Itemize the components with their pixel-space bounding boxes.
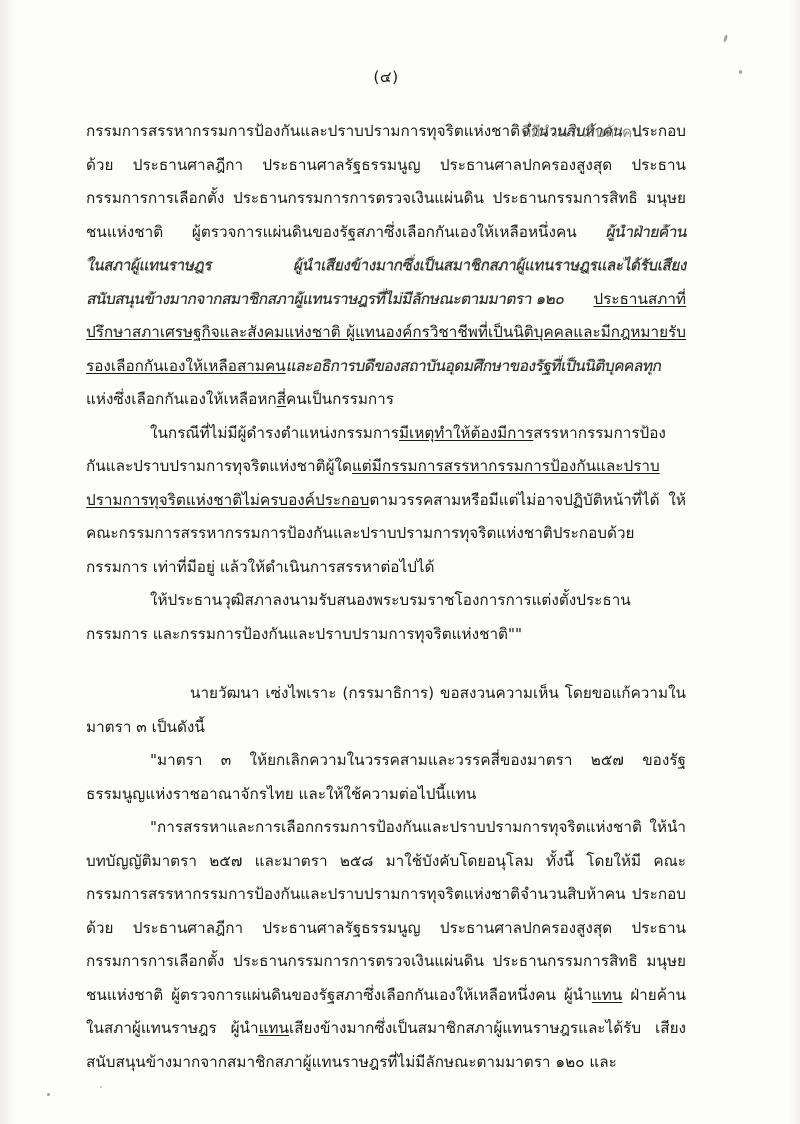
text-line: กันและปราบปรามการทุจริตแห่งชาติผู้ใด — [86, 457, 352, 475]
text-line: และกรรมการป้องกันและปราบปรามการทุจริตแห่งชาติ"" — [152, 624, 523, 643]
text-line: คณะกรรมการสรรหากรรมการป้องกันและปราบปรามการทุจริตแห่งชาติจำนวนสิบห้าคน — [86, 851, 686, 903]
scan-speck — [47, 1093, 50, 1096]
text-line: มนุษยชนแห่งชาติ ผู้ตรวจการแผ่นดินของรัฐสภาซึ่งเลือกกันเองให้เหลือหนึ่งคน ผู้นำ — [86, 952, 686, 1004]
text-line: ประธานกรรมการการเลือกตั้ง ประธานกรรมการการตรวจเงินแผ่นดิน ประธานกรรมการสิทธิ — [86, 918, 686, 970]
text-line: ให้ประธานวุฒิสภาลงนามรับสนองพระบรมราชโองการการแต่งตั้งประธานกรรมการ — [86, 591, 631, 643]
text-line: มาตรา ๓ เป็นดังนี้ — [86, 717, 205, 736]
overtyped-correction: และอธิการบดีของสถาบันอุดมศึกษาของรัฐที่เป็นนิติบุคคลทุก และอธิการบดีของสถาบันอุดมศึกษาของรัฐที่เป็นนิติบุคคลทุก — [286, 350, 661, 384]
text-line: คณะกรรมการสรรหากรรมการป้องกันและปราบปรามการทุจริตแห่งชาติประกอบด้วยกรรมการ — [86, 524, 635, 576]
paragraph-5 — [86, 744, 686, 811]
inserted-text: แต่มีกรรมการสรรหากรรมการป้องกันและปราบ — [351, 457, 660, 475]
text-line: คนเป็นกรรมการ — [286, 390, 394, 408]
inserted-text: แทน — [591, 985, 623, 1004]
text-line: ให้นำบทบัญญัติมาตรา ๒๕๗ และมาตรา ๒๕๘ มาใช้บังคับโดยอนุโลม ทั้งนี้ โดยให้มี — [86, 818, 686, 870]
text-line: แห่งซึ่งเลือกกันเองให้เหลือหก — [86, 390, 277, 408]
scan-edge-right — [790, 0, 800, 1124]
overtyped-correction: สนับสนุนข้างมากจากสมาชิกสภาผู้แทนราษฎรที่ไม่มีลักษณะตามมาตรา ๑๒๐ สนับสนุนข้างมากจากสมาชิกสภาผู้แทนราษฎรที่ไม่มีลักษณะตามมาตรา ๑๒๐ — [86, 283, 563, 317]
text-line: ธรรมนูญแห่งราชอาณาจักรไทย และให้ใช้ความต่อไปนี้แทน — [86, 784, 477, 803]
paragraph-4 — [86, 677, 686, 744]
text-line: ตามวรรคสามหรือมีแต่ไม่อาจปฏิบัติหน้าที่ได้ ให้ — [369, 490, 686, 509]
paragraph-6 — [86, 811, 686, 1079]
text-line: เท่าที่มีอยู่ แล้วให้ดำเนินการสรรหาต่อไปได้ — [152, 557, 435, 576]
inserted-text: สี่ — [276, 390, 287, 408]
page-number: (๔) — [373, 68, 399, 86]
overtyped-correction: ในสภาผู้แทนราษฎร ในสภาผู้แทนราษฎร — [86, 249, 211, 283]
inserted-text: แทน — [258, 1019, 289, 1037]
overtyped-correction: ผู้นำเสียงข้างมากซึ่งเป็นสมาชิกสภาผู้แทนราษฎรและได้รับเสียง ผู้นำเสียงข้างมากซึ่งเป็นสมาชิกสภาผู้แทนราษฎรและได้รับเสียง — [293, 249, 686, 283]
paragraph-1 — [86, 115, 686, 417]
text-line: ในกรณีที่ไม่มีผู้ดำรงตำแหน่งกรรมการ — [150, 423, 399, 442]
scan-edge-left — [0, 0, 14, 1124]
paragraph-spacer — [86, 651, 686, 677]
scan-speck — [739, 70, 742, 74]
text-line: ฝ่ายค้านในสภาผู้แทนราษฎร ผู้นำ — [86, 985, 686, 1037]
inserted-text: รองเลือกกันเองให้เหลือสามคน — [86, 356, 286, 375]
text-line: เสียงสนับสนุนข้างมากจากสมาชิกสภาผู้แทนราษฎรที่ไม่มีลักษณะตามมาตรา ๑๒๐ และ — [86, 1019, 686, 1071]
overtyped-correction: จำนวนสิบห้าคน ที่มีจำนวนสิบห้าคน — [520, 115, 621, 149]
overtyped-correction: ผู้นำฝ่ายค้าน ผู้นำฝ่ายค้าน — [605, 216, 686, 250]
inserted-text: ประธานสภาที่ — [593, 289, 686, 308]
document-body — [86, 64, 686, 1079]
inserted-text: มีเหตุทำให้ต้องมีการ — [398, 423, 534, 442]
scan-speck — [100, 1086, 102, 1088]
paragraph-3 — [86, 584, 686, 651]
committee-member-name: นายวัฒนา เซ่งไพเราะ (กรรมาธิการ) ขอสงวนความเห็น โดยขอแก้ความใน — [190, 684, 686, 702]
text-line: ประธานกรรมการการเลือกตั้ง ประธานกรรมการการตรวจเงินแผ่นดิน ประธานกรรมการสิทธิ — [86, 155, 686, 207]
text-line: กรรมการสรรหากรรมการป้องกันและปราบปรามการทุจริตแห่งชาติ — [86, 122, 521, 140]
paragraph-2 — [86, 417, 686, 585]
text-line: "มาตรา ๓ ให้ยกเลิกความในวรรคสามและวรรคสี่ของมาตรา ๒๕๗ ของรัฐ — [150, 751, 686, 769]
inserted-text: ปรามการทุจริตแห่งชาติไม่ครบองค์ประกอบ — [86, 490, 370, 509]
text-line: เสียงข้างมากซึ่งเป็นสมาชิกสภาผู้แทนราษฎรและได้รับ — [288, 1019, 642, 1037]
text-line: ประกอบด้วย ประธานศาลฎีกา ประธานศาลรัฐธรรมนูญ ประธานศาลปกครองสูงสุด — [86, 885, 686, 937]
inserted-text: ปรึกษาสภาเศรษฐกิจและสังคมแห่งชาติ ผู้แทนองค์กรวิชาชีพที่เป็นนิติบุคคลและมีกฎหมายรับ — [86, 323, 686, 341]
text-line: มนุษยชนแห่งชาติ ผู้ตรวจการแผ่นดินของรัฐสภาซึ่งเลือกกันเองให้เหลือหนึ่งคน — [86, 189, 686, 241]
scan-speck — [723, 35, 728, 43]
text-line: "การสรรหาและการเลือกกรรมการป้องกันและปราบปรามการทุจริตแห่งชาติ — [150, 818, 642, 836]
text-line: ประกอบด้วย ประธานศาลฎีกา ประธานศาลรัฐธรรมนูญ ประธานศาลปกครองสูงสุด — [86, 122, 686, 174]
text-line: สรรหากรรมการป้อง — [533, 423, 666, 442]
